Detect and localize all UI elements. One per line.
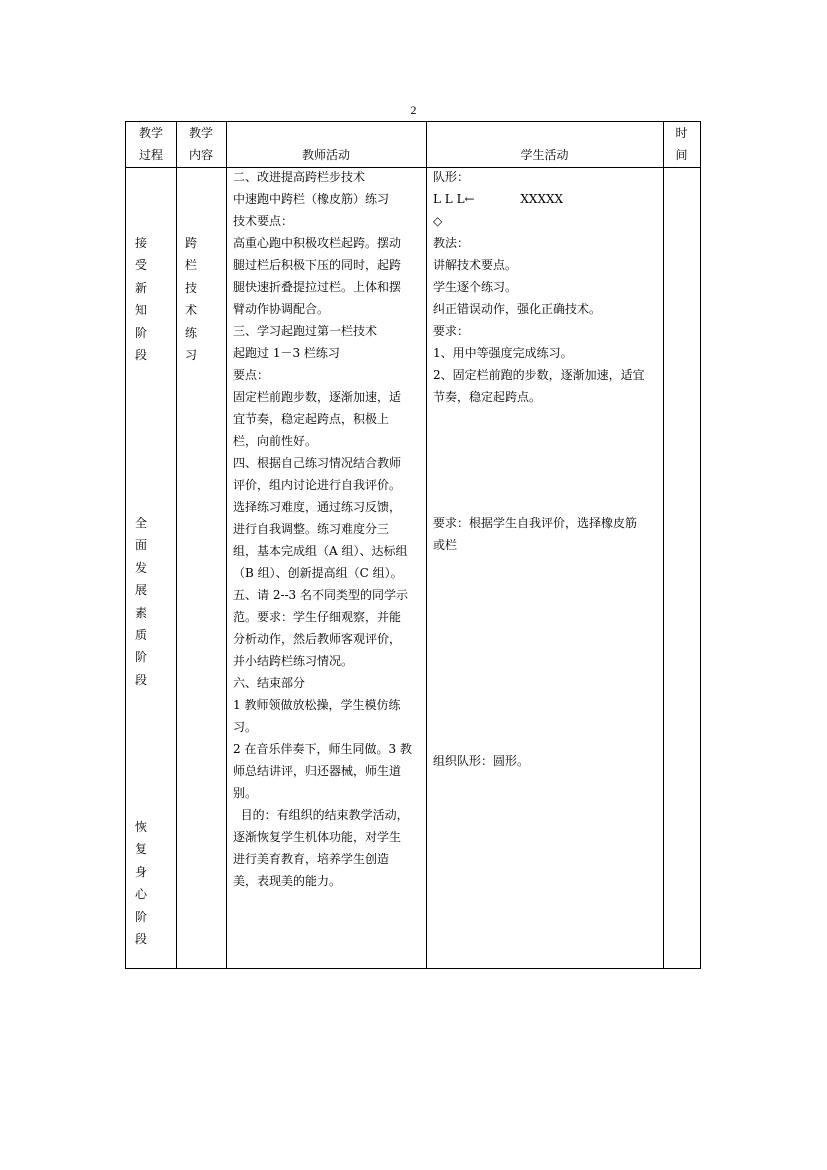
student-line: 节奏，稳定起跨点。 [433,390,542,404]
phase-char: 展 [134,583,147,598]
content-char: 术 [184,303,197,318]
phase-char: 恢 [134,820,147,834]
teacher-line: 腿快速折叠提拉过栏。上体和摆 [233,280,402,294]
student-line: 2、固定栏前跑的步数，逐渐加速，适宜 [433,368,645,382]
teacher-line: 2 在音乐伴奏下，师生同做。3 教 [233,742,412,756]
column-divider [426,122,427,968]
diamond-marker: ◇ [433,214,443,228]
student-line: 要求： [433,324,470,338]
teacher-line: 二、改进提高跨栏步技术 [233,170,366,184]
teacher-line: 逐渐恢复学生机体功能，对学生 [233,830,402,844]
content-hurdle-practice [176,232,206,366]
teacher-line: 栏，向前性好。 [233,434,318,448]
teacher-line: 评价，组内讨论进行自我评价。 [233,478,402,492]
phase-char: 阶 [134,325,147,340]
phase-char: 复 [134,842,147,857]
teacher-line: 习。 [233,720,258,734]
teacher-activities [233,166,423,892]
teacher-line: 要点： [233,368,270,382]
teacher-line: 进行美育教育，培养学生创造 [233,852,390,866]
teacher-line: 师总结讲评，归还器械，师生道 [233,764,402,778]
teacher-line: 进行自我调整。练习难度分三 [233,522,390,536]
header-content-line: 教学 [188,126,213,140]
teacher-line: 分析动作，然后教师客观评价， [233,632,402,646]
content-char: 习 [184,348,197,363]
header-student: 学生活动 [520,148,569,162]
teacher-line: 组，基本完成组（A 组）、达标组 [233,544,408,558]
teacher-line: 起跑过 1－3 栏练习 [233,346,340,360]
student-line: 学生逐个练习。 [433,280,518,294]
lesson-plan-table [125,121,701,969]
teacher-line: 五、请 2--3 名不同类型的同学示 [233,588,409,602]
content-char: 练 [184,325,197,340]
teacher-line: 高重心跑中积极攻栏起跨。摆动 [233,236,402,250]
teacher-line: 四、根据自己练习情况结合教师 [233,456,402,470]
teacher-line: 中速跑中跨栏（橡皮筋）练习 [233,192,390,206]
phase-char: 面 [134,538,147,553]
teacher-line: 腿过栏后积极下压的同时，起跨 [233,258,402,272]
phase-char: 知 [134,303,147,318]
student-line: 纠正错误动作，强化正确技术。 [433,302,602,316]
phase-char: 身 [134,864,147,879]
student-line: 1、用中等强度完成练习。 [433,346,573,360]
student-line: 教法： [433,236,470,250]
header-process-line: 过程 [138,148,163,162]
phase-char: 素 [134,605,147,620]
teacher-line: 范。要求：学生仔细观察，并能 [233,610,402,624]
teacher-line: 臂动作协调配合。 [233,302,330,316]
column-divider [226,122,227,968]
header-time-line: 时 [675,126,688,140]
student-activities-block-1 [433,166,661,408]
phase-receive-new-knowledge [126,232,156,366]
teacher-line: 1 教师领做放松操，学生模仿练 [233,698,401,712]
teacher-line: 别。 [233,786,258,800]
teacher-line: 美，表现美的能力。 [233,874,342,888]
teacher-line: 选择练习难度，通过练习反馈， [233,500,402,514]
student-activities-block-3 [433,750,661,772]
phase-char: 阶 [134,909,147,924]
teacher-line: （B 组）、创新提高组（C 组）。 [233,566,403,580]
header-time-line: 间 [675,148,688,162]
teacher-line: 目的：有组织的结束教学活动， [233,808,409,822]
page-number: 2 [410,103,417,117]
phase-char: 全 [134,516,147,530]
teacher-line: 技术要点： [233,214,294,228]
student-line: 讲解技术要点。 [433,258,518,272]
student-line: 队形： [433,170,470,184]
student-line: 要求：根据学生自我评价，选择橡皮筋 [433,516,638,530]
header-content-line: 内容 [188,148,213,162]
student-line: 或栏 [433,538,458,552]
phase-recovery [126,816,156,950]
teacher-line: 三、学习起跑过第一栏技术 [233,324,378,338]
phase-char: 段 [134,932,147,947]
phase-char: 段 [134,348,147,363]
phase-char: 阶 [134,650,147,665]
header-teacher: 教师活动 [301,148,350,162]
content-char: 跨 [184,236,197,250]
student-line: 组织队形：圆形。 [433,754,530,768]
phase-char: 受 [134,258,147,273]
column-divider [663,122,664,968]
phase-char: 发 [134,560,147,575]
phase-char: 新 [134,280,147,295]
phase-char: 质 [134,628,147,643]
header-process-line: 教学 [138,126,163,140]
teacher-line: 固定栏前跑步数，逐渐加速，适 [233,390,402,404]
formation-diagram: L L L← XXXXX [433,192,564,206]
phase-char: 段 [134,672,147,687]
phase-char: 接 [134,236,147,250]
student-activities-block-2 [433,512,661,556]
header-process [126,122,176,166]
content-char: 技 [184,280,197,295]
phase-all-round-development [126,512,156,691]
teacher-line: 宜节奏，稳定起跨点，积极上 [233,412,390,426]
header-content [176,122,226,166]
content-char: 栏 [184,258,197,273]
phase-char: 心 [134,887,147,902]
teacher-line: 并小结跨栏练习情况。 [233,654,354,668]
header-time [663,122,700,166]
teacher-line: 六、结束部分 [233,676,306,690]
